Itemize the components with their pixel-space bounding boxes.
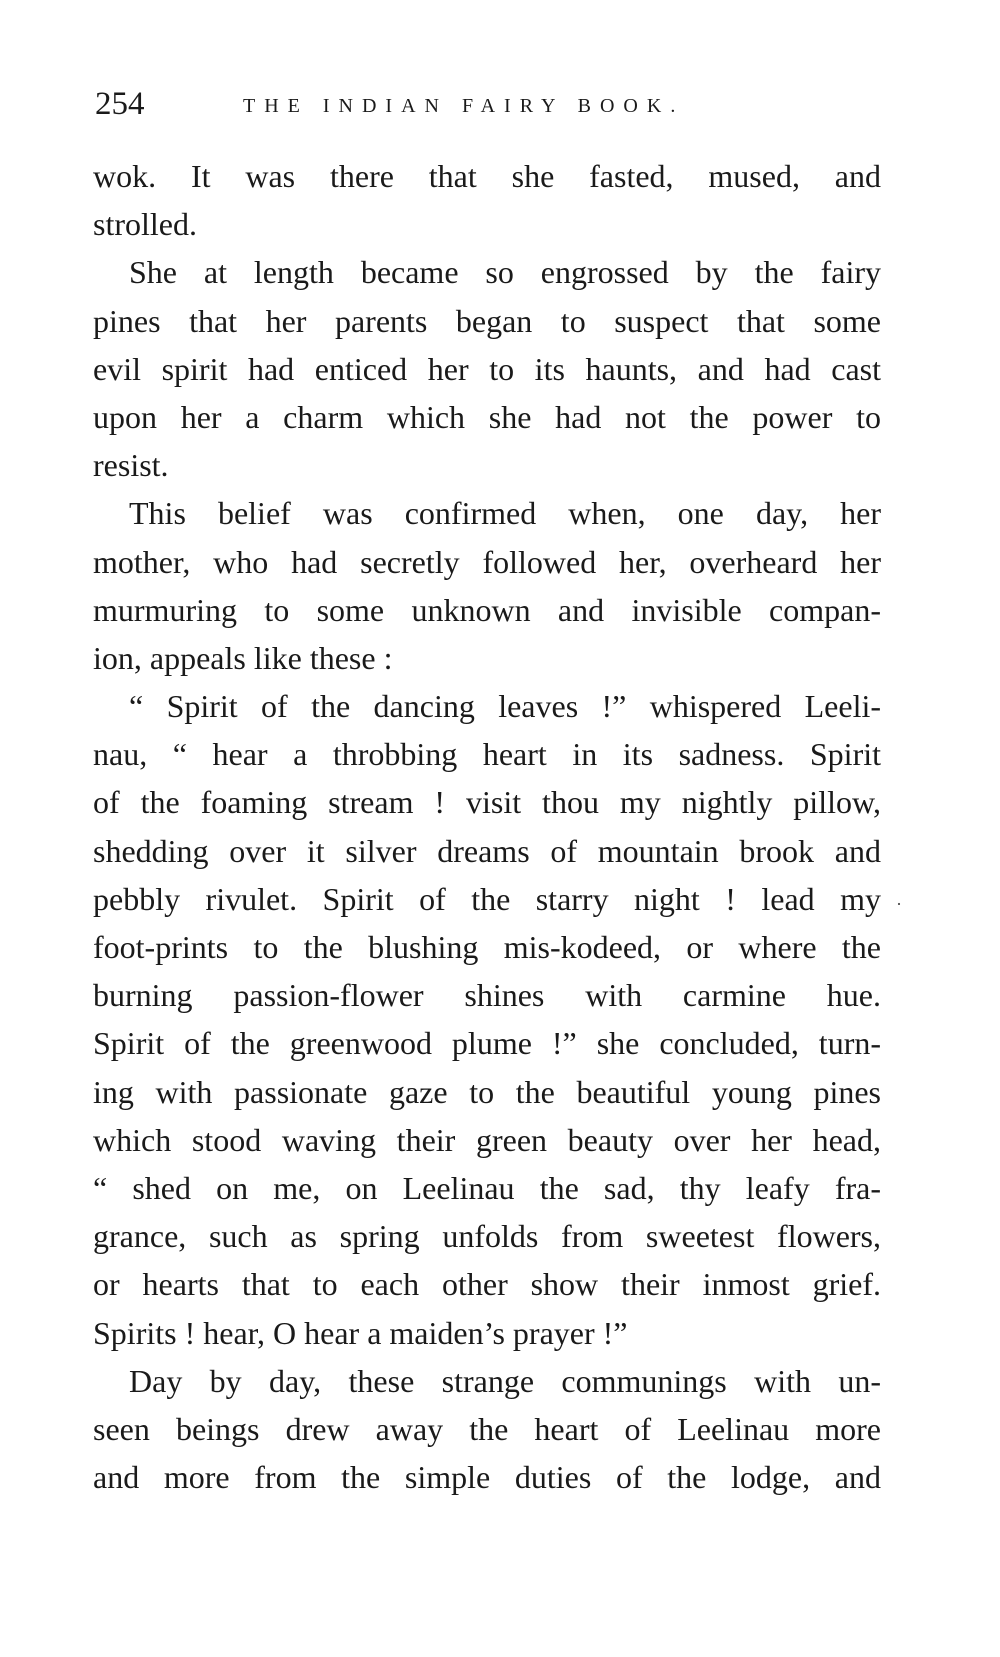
text-line: mother, who had secretly followed her, overheard her — [93, 543, 881, 580]
text-line: and more from the simple duties of the lodge, and — [93, 1459, 881, 1496]
running-title: THE INDIAN FAIRY BOOK. — [243, 95, 685, 117]
text-line: or hearts that to each other show their inmost grief. — [93, 1266, 881, 1303]
text-line: This belief was confirmed when, one day, her — [129, 495, 881, 532]
text-line: of the foaming stream ! visit thou my nightly pillow, — [93, 784, 881, 821]
text-line: “ shed on me, on Leelinau the sad, thy leafy fra- — [93, 1169, 881, 1206]
text-line: ion, appeals like these : — [93, 639, 393, 676]
text-line: Day by day, these strange communings with un- — [129, 1362, 881, 1399]
text-line: nau, “ hear a throbbing heart in its sadness. Spirit — [93, 736, 881, 773]
text-line: grance, such as spring unfolds from sweetest flowers, — [93, 1218, 881, 1255]
text-line: murmuring to some unknown and invisible compan- — [93, 591, 881, 628]
text-line: “ Spirit of the dancing leaves !” whispered Leeli- — [129, 688, 881, 725]
text-line: pebbly rivulet. Spirit of the starry night ! lead my — [93, 880, 881, 917]
text-line: which stood waving their green beauty over her head, — [93, 1121, 881, 1158]
body-text — [93, 152, 881, 1501]
text-line: foot-prints to the blushing mis-kodeed, or where the — [93, 929, 881, 965]
text-line: pines that her parents began to suspect that some — [93, 302, 881, 339]
page-number: 254 — [95, 86, 145, 122]
text-line: seen beings drew away the heart of Leelinau more — [93, 1410, 881, 1447]
text-line: shedding over it silver dreams of mountain brook and — [93, 832, 881, 869]
text-line: Spirit of the greenwood plume !” she concluded, turn- — [93, 1025, 881, 1062]
text-line: wok. It was there that she fasted, mused, and — [93, 158, 881, 194]
margin-speck: · — [896, 894, 902, 914]
text-line: She at length became so engrossed by the fairy — [129, 254, 881, 291]
page-header — [95, 84, 895, 124]
text-line: upon her a charm which she had not the power to — [93, 398, 881, 435]
text-line: ing with passionate gaze to the beautiful young pines — [93, 1073, 881, 1110]
text-line: burning passion-flower shines with carmine hue. — [93, 977, 881, 1014]
text-line: Spirits ! hear, O hear a maiden’s prayer !” — [93, 1314, 628, 1351]
text-line: strolled. — [93, 206, 197, 243]
text-line: resist. — [93, 447, 169, 484]
text-line: evil spirit had enticed her to its haunts, and had cast — [93, 350, 881, 387]
